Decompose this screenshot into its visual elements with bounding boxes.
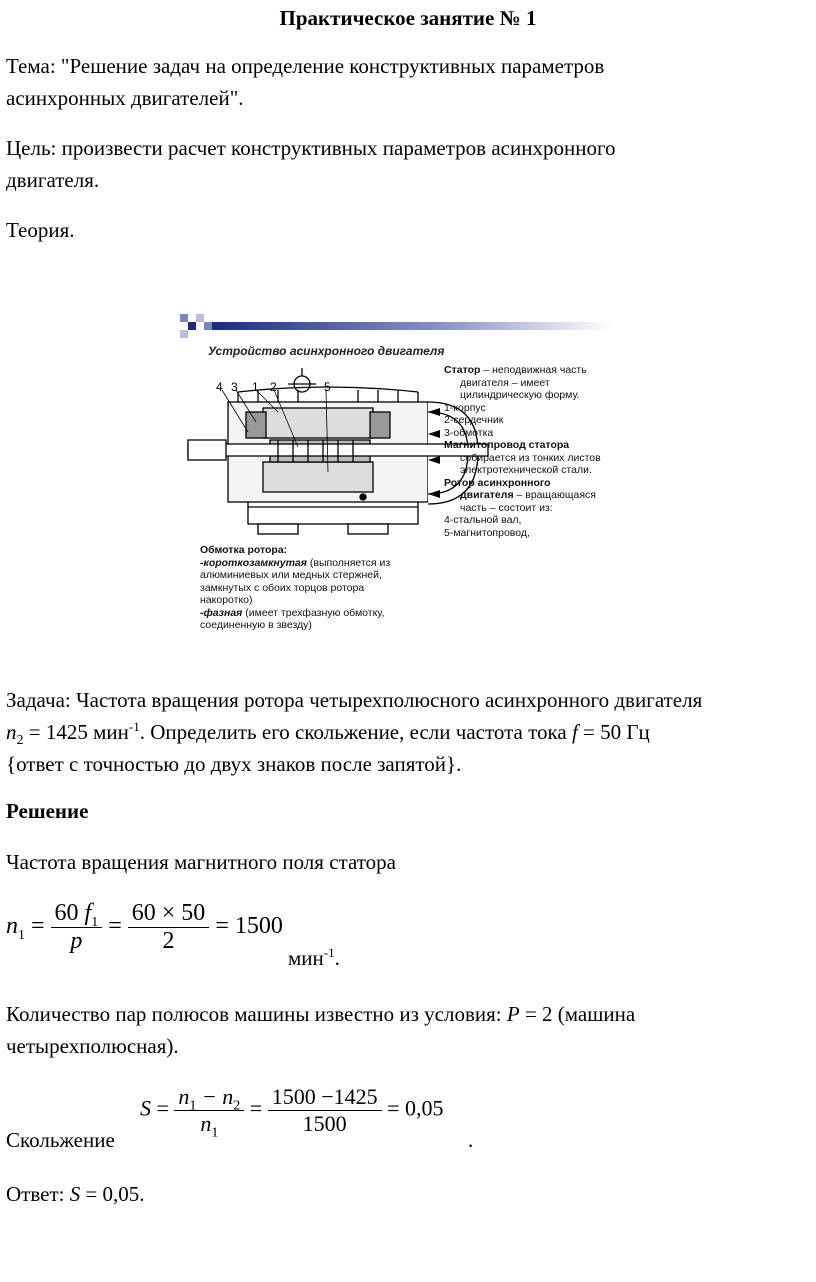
f1-frac1-f: f <box>84 900 92 926</box>
f2-den-sub: 1 <box>211 1125 219 1141</box>
f1-eq2: = <box>108 913 122 940</box>
f1-eq1: = <box>31 913 45 940</box>
answer-label: Ответ: <box>6 1182 70 1206</box>
goal-line-1: Цель: произвести расчет конструктивных параметров асинхронного <box>6 136 616 160</box>
short-text-2: алюминиевых или медных стержней, <box>200 569 382 581</box>
legend-item-5: 5-магнитопровод, <box>444 526 530 539</box>
f1-frac1-sub: 1 <box>91 914 99 930</box>
slip-end: . <box>468 1128 474 1152</box>
unit-exp: -1 <box>323 945 335 960</box>
topic-line-2: асинхронных двигателей". <box>6 86 244 110</box>
f1-fraction-1 <box>51 900 103 955</box>
f2-den-n1: n <box>200 1111 212 1136</box>
winding-title: Обмотка ротора: <box>200 544 288 556</box>
rotor-winding-legend <box>200 544 430 632</box>
stator-legend <box>444 364 618 539</box>
goal-paragraph <box>6 132 616 196</box>
f1-frac2-num: 60 × 50 <box>128 900 210 928</box>
n2-exp: -1 <box>128 719 140 734</box>
header-squares-decoration <box>180 314 212 338</box>
short-text-1: (выполняется из <box>306 556 391 569</box>
pairs-line-1 <box>6 998 816 1030</box>
short-text-4: накоротко) <box>200 594 253 606</box>
stator-text-3: цилиндрическую форму. <box>460 389 580 401</box>
figure-heading: Устройство асинхронного двигателя <box>208 344 445 358</box>
rotor-text-2: часть – состоит из: <box>460 501 553 514</box>
legend-item-1: 1-корпус <box>444 401 486 414</box>
pairs-paragraph <box>6 998 816 1062</box>
unit-text <box>288 946 340 971</box>
stator-text-2: двигателя – имеет <box>460 376 550 389</box>
pairs-line-2: четырехполюсная). <box>6 1034 179 1058</box>
task-line-3: {ответ с точностью до двух знаков после запятой}. <box>6 752 462 776</box>
page-title: Практическое занятие № 1 <box>279 6 537 30</box>
f1-fraction-2 <box>128 900 210 955</box>
magnet-text-2: электротехнической стали. <box>460 464 592 476</box>
stator-text-1: – неподвижная часть <box>480 364 587 376</box>
callout-4: 4 <box>216 380 223 394</box>
f1-lhs: n <box>6 913 18 940</box>
f2-eq1: = <box>156 1095 169 1121</box>
f2-result: = 0,05 <box>387 1095 444 1121</box>
f1-frac1-num: 60 <box>54 900 79 926</box>
answer-S: S <box>69 1182 81 1206</box>
phase-text-2: соединенную в звезду) <box>200 619 312 631</box>
n2-value: = 1425 мин <box>23 720 129 744</box>
slip-label: Скольжение <box>6 1128 115 1152</box>
f-value: = 50 Гц <box>577 720 650 744</box>
short-circuit-title: -короткозамкнутая <box>200 556 307 569</box>
rotor-text-1: – вращающаяся <box>513 489 596 501</box>
answer-line <box>6 1182 145 1207</box>
f2-eq2: = <box>249 1095 263 1121</box>
callout-2: 2 <box>270 380 277 394</box>
pairs-P: P <box>506 1002 520 1026</box>
legend-item-3: 3-обмотка <box>444 426 494 439</box>
unit: мин <box>288 946 324 970</box>
task-paragraph <box>6 684 816 780</box>
rotor-title-2: двигателя <box>460 489 514 501</box>
topic-line-1: Тема: "Решение задач на определение конструктивных параметров <box>6 54 605 78</box>
motor-figure <box>178 312 618 647</box>
pairs-text: Количество пар полюсов машины известно из условия: <box>6 1002 507 1026</box>
field-speed-text: Частота вращения магнитного поля статора <box>6 850 396 874</box>
legend-item-2: 2-сердечник <box>444 414 504 426</box>
topic-paragraph <box>6 50 604 114</box>
unit-end: . <box>334 946 340 970</box>
phase-text-1: (имеет трехфазную обмотку, <box>242 606 385 619</box>
f2-num-sub2: 2 <box>233 1098 241 1114</box>
f2-lhs: S <box>140 1095 151 1121</box>
short-text-3: замкнутых с обоих торцов ротора <box>200 581 365 594</box>
f1-frac2-den: 2 <box>162 928 175 954</box>
f2-num-n1: n <box>178 1084 190 1109</box>
n2-sub: 2 <box>16 733 24 749</box>
header-gradient-bar <box>212 322 612 330</box>
f1-frac1-den: p <box>70 928 83 954</box>
legend-item-4: 4-стальной вал, <box>444 514 522 526</box>
formula-slip <box>140 1084 444 1141</box>
formula-field-speed <box>6 900 283 955</box>
task-line-2 <box>6 716 816 748</box>
f2-num-minus: − n <box>196 1084 234 1109</box>
magnet-text-1: собирается из тонких листов <box>460 451 601 464</box>
f2-fraction-1 <box>174 1084 244 1141</box>
f-symbol: f <box>571 720 578 744</box>
goal-line-2: двигателя. <box>6 168 100 192</box>
task-line-1: Задача: Частота вращения ротора четырехполюсного асинхронного двигателя <box>6 688 703 712</box>
phase-title: -фазная <box>200 606 243 619</box>
stator-title: Статор <box>444 364 481 376</box>
f2-frac2-den: 1500 <box>302 1111 347 1136</box>
task-line-2-rest: . Определить его скольжение, если частота тока <box>139 720 572 744</box>
f1-result: = 1500 <box>215 913 283 940</box>
magnet-title: Магнитопровод статора <box>444 439 570 451</box>
rotor-title-1: Ротор асинхронного <box>444 476 551 489</box>
answer-value: = 0,05. <box>80 1182 145 1206</box>
callout-5: 5 <box>324 380 331 394</box>
callout-3: 3 <box>231 380 238 394</box>
theory-heading: Теория. <box>6 218 75 242</box>
pairs-value: = 2 (машина <box>519 1002 636 1026</box>
f2-num-sub1: 1 <box>189 1098 197 1114</box>
f2-fraction-2 <box>268 1084 382 1137</box>
f2-frac2-num: 1500 −1425 <box>268 1084 382 1111</box>
f1-lhs-sub: 1 <box>18 927 25 943</box>
n2-symbol: n <box>6 720 17 744</box>
solution-heading: Решение <box>6 799 89 823</box>
callout-1: 1 <box>252 380 259 394</box>
